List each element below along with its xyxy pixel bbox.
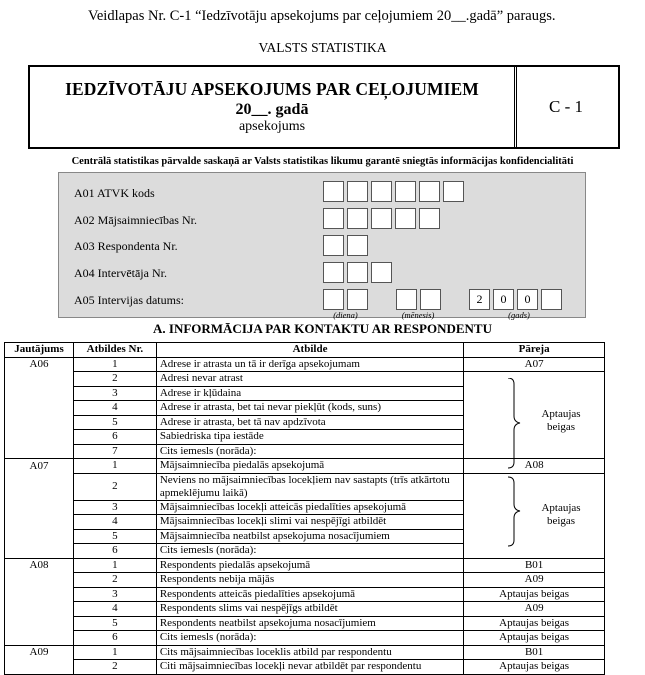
table-row <box>5 631 605 646</box>
survey-year: 20__. gadā <box>235 101 309 118</box>
transition-cell: A07 <box>464 357 605 372</box>
a01-digit-cell[interactable] <box>347 181 368 202</box>
answer-number-cell: 5 <box>73 529 156 544</box>
answer-text-cell: Mājsaimniecība piedalās apsekojumā <box>156 459 463 474</box>
question-cell <box>5 386 74 401</box>
a01-digit-cell[interactable] <box>371 181 392 202</box>
table-row <box>5 573 605 588</box>
question-cell <box>5 401 74 416</box>
year-caption: (gads) <box>508 310 530 320</box>
answer-text-cell: Respondents slims vai nespējīgs atbildēt <box>156 602 463 617</box>
table-row <box>5 587 605 602</box>
field-a03-label: A03 Respondenta Nr. <box>74 239 178 253</box>
answer-text-cell: Neviens no mājsaimniecības locekļiem nav sastapts (trīs atkārtotu apmeklējumu laikā) <box>156 473 463 500</box>
field-a02-label: A02 Mājsaimniecības Nr. <box>74 213 197 227</box>
a01-digit-cell[interactable] <box>323 181 344 202</box>
answer-text-cell: Respondents nebija mājās <box>156 573 463 588</box>
a05-month-cell[interactable] <box>396 289 417 310</box>
answer-text-cell: Mājsaimniecības locekļi atteicās piedalīties apsekojumā <box>156 500 463 515</box>
field-a05-label: A05 Intervijas datums: <box>74 293 184 307</box>
a05-year-cell[interactable]: 0 <box>493 289 514 310</box>
survey-subtitle: apsekojums <box>238 119 306 134</box>
question-cell <box>5 587 74 602</box>
answer-number-cell: 4 <box>73 401 156 416</box>
id-fields-panel <box>58 172 586 318</box>
a05-year-cell[interactable]: 2 <box>469 289 490 310</box>
transition-cell: A09 <box>464 602 605 617</box>
a05-day-cell[interactable] <box>347 289 368 310</box>
group-a06-label <box>526 408 596 434</box>
answer-number-cell: 6 <box>73 631 156 646</box>
question-cell <box>5 372 74 387</box>
col-header: Jautājums <box>5 343 74 358</box>
col-header: Atbilde <box>156 343 463 358</box>
a04-digit-cell[interactable] <box>323 262 344 283</box>
question-cell: A08 <box>5 558 74 573</box>
brace-layer <box>490 378 530 558</box>
transition-cell: A09 <box>464 573 605 588</box>
question-cell <box>5 616 74 631</box>
col-header: Pāreja <box>464 343 605 358</box>
organization-name: VALSTS STATISTIKA <box>258 40 387 55</box>
answer-number-cell: 6 <box>73 430 156 445</box>
answer-text-cell: Adrese ir atrasta, bet tai nevar piekļūt (kods, suns) <box>156 401 463 416</box>
question-cell: A07 <box>5 459 74 474</box>
a04-digit-cell[interactable] <box>347 262 368 283</box>
answer-text-cell: Respondents piedalās apsekojumā <box>156 558 463 573</box>
group-a06-line1: Aptaujas <box>541 408 581 420</box>
col-header: Atbildes Nr. <box>73 343 156 358</box>
table-header-row <box>5 343 605 358</box>
answer-number-cell: 1 <box>73 357 156 372</box>
group-a06-line2: beigas <box>546 421 576 433</box>
a02-digit-cell[interactable] <box>371 208 392 229</box>
question-cell <box>5 529 74 544</box>
a04-digit-cell[interactable] <box>371 262 392 283</box>
a05-year-cell[interactable]: 0 <box>517 289 538 310</box>
month-caption: (mēnesis) <box>401 310 435 320</box>
answer-number-cell: 4 <box>73 602 156 617</box>
transition-cell <box>464 544 605 559</box>
answer-text-cell: Citi mājsaimniecības locekļi nevar atbildēt par respondentu <box>156 660 463 675</box>
answer-text-cell: Cits mājsaimniecības loceklis atbild par respondentu <box>156 645 463 660</box>
answer-number-cell: 5 <box>73 616 156 631</box>
brace-a07 <box>508 477 520 546</box>
transition-cell: Aptaujas beigas <box>464 616 605 631</box>
answer-text-cell: Cits iemesls (norāda): <box>156 544 463 559</box>
form-code: C - 1 <box>549 97 583 116</box>
question-cell: A06 <box>5 357 74 372</box>
table-row <box>5 602 605 617</box>
answer-number-cell: 2 <box>73 473 156 500</box>
a02-digit-cell[interactable] <box>323 208 344 229</box>
answer-text-cell: Respondents neatbilst apsekojuma nosacījumiem <box>156 616 463 631</box>
answer-text-cell: Adresi nevar atrast <box>156 372 463 387</box>
answer-text-cell: Mājsaimniecības locekļi slimi vai nespējīgi atbildēt <box>156 515 463 530</box>
table-row <box>5 357 605 372</box>
a01-digit-cell[interactable] <box>443 181 464 202</box>
brace-a06 <box>508 378 520 468</box>
a02-digit-cell[interactable] <box>395 208 416 229</box>
a05-day-cell[interactable] <box>323 289 344 310</box>
answer-number-cell: 5 <box>73 415 156 430</box>
a02-digit-cell[interactable] <box>419 208 440 229</box>
table-row <box>5 660 605 675</box>
table-row <box>5 616 605 631</box>
transition-cell: B01 <box>464 558 605 573</box>
group-a07-label <box>526 502 596 528</box>
a01-digit-cell[interactable] <box>419 181 440 202</box>
day-caption: (diena) <box>333 310 358 320</box>
table-row <box>5 558 605 573</box>
group-a07-line2: beigas <box>546 515 576 527</box>
transition-cell: A08 <box>464 459 605 474</box>
group-a07-line1: Aptaujas <box>541 502 581 514</box>
answer-number-cell: 2 <box>73 660 156 675</box>
a05-month-cell[interactable] <box>420 289 441 310</box>
answer-number-cell: 3 <box>73 587 156 602</box>
answer-number-cell: 1 <box>73 645 156 660</box>
field-a04-label: A04 Intervētāja Nr. <box>74 266 167 280</box>
answer-number-cell: 3 <box>73 386 156 401</box>
title-left <box>30 67 517 147</box>
answer-number-cell: 2 <box>73 573 156 588</box>
answer-number-cell: 6 <box>73 544 156 559</box>
transition-cell: B01 <box>464 645 605 660</box>
answer-number-cell: 4 <box>73 515 156 530</box>
answer-text-cell: Cits iemesls (norāda): <box>156 444 463 459</box>
question-cell <box>5 444 74 459</box>
question-cell <box>5 473 74 500</box>
answer-text-cell: Adrese ir atrasta un tā ir derīga apsekojumam <box>156 357 463 372</box>
question-cell: A09 <box>5 645 74 660</box>
question-cell <box>5 544 74 559</box>
answer-text-cell: Respondents atteicās piedalīties apsekojumā <box>156 587 463 602</box>
a01-digit-cell[interactable] <box>395 181 416 202</box>
question-cell <box>5 430 74 445</box>
transition-cell <box>464 372 605 387</box>
answer-number-cell: 1 <box>73 459 156 474</box>
question-cell <box>5 602 74 617</box>
answer-text-cell: Cits iemesls (norāda): <box>156 631 463 646</box>
a03-digit-cell[interactable] <box>323 235 344 256</box>
section-a-title: A. INFORMĀCIJA PAR KONTAKTU AR RESPONDENTU <box>153 321 492 336</box>
transition-cell: Aptaujas beigas <box>464 660 605 675</box>
a05-year-cell[interactable] <box>541 289 562 310</box>
a02-digit-cell[interactable] <box>347 208 368 229</box>
answer-text-cell: Mājsaimniecība neatbilst apsekojuma nosacījumiem <box>156 529 463 544</box>
answer-number-cell: 2 <box>73 372 156 387</box>
transition-cell <box>464 444 605 459</box>
answer-number-cell: 3 <box>73 500 156 515</box>
field-a01-label: A01 ATVK kods <box>74 186 155 200</box>
form-reference: Veidlapas Nr. C-1 “Iedzīvotāju apsekojums par ceļojumiem 20__.gadā” paraugs. <box>88 8 556 24</box>
a03-digit-cell[interactable] <box>347 235 368 256</box>
table-row <box>5 645 605 660</box>
title-box <box>28 65 620 149</box>
transition-cell <box>464 529 605 544</box>
confidentiality-notice: Centrālā statistikas pārvalde saskaņā ar Valsts statistikas likumu garantē sniegtās informācijas konfidencialitāti <box>71 156 574 167</box>
question-cell <box>5 500 74 515</box>
transition-cell: Aptaujas beigas <box>464 587 605 602</box>
transition-cell <box>464 386 605 401</box>
answer-text-cell: Adrese ir kļūdaina <box>156 386 463 401</box>
question-cell <box>5 415 74 430</box>
question-cell <box>5 631 74 646</box>
transition-cell <box>464 473 605 500</box>
transition-cell: Aptaujas beigas <box>464 631 605 646</box>
answer-text-cell: Sabiedriska tipa iestāde <box>156 430 463 445</box>
question-cell <box>5 515 74 530</box>
answer-number-cell: 1 <box>73 558 156 573</box>
answer-text-cell: Adrese ir atrasta, bet tā nav apdzīvota <box>156 415 463 430</box>
answer-number-cell: 7 <box>73 444 156 459</box>
question-cell <box>5 573 74 588</box>
question-cell <box>5 660 74 675</box>
survey-title: IEDZĪVOTĀJU APSEKOJUMS PAR CEĻOJUMIEM <box>65 79 479 99</box>
